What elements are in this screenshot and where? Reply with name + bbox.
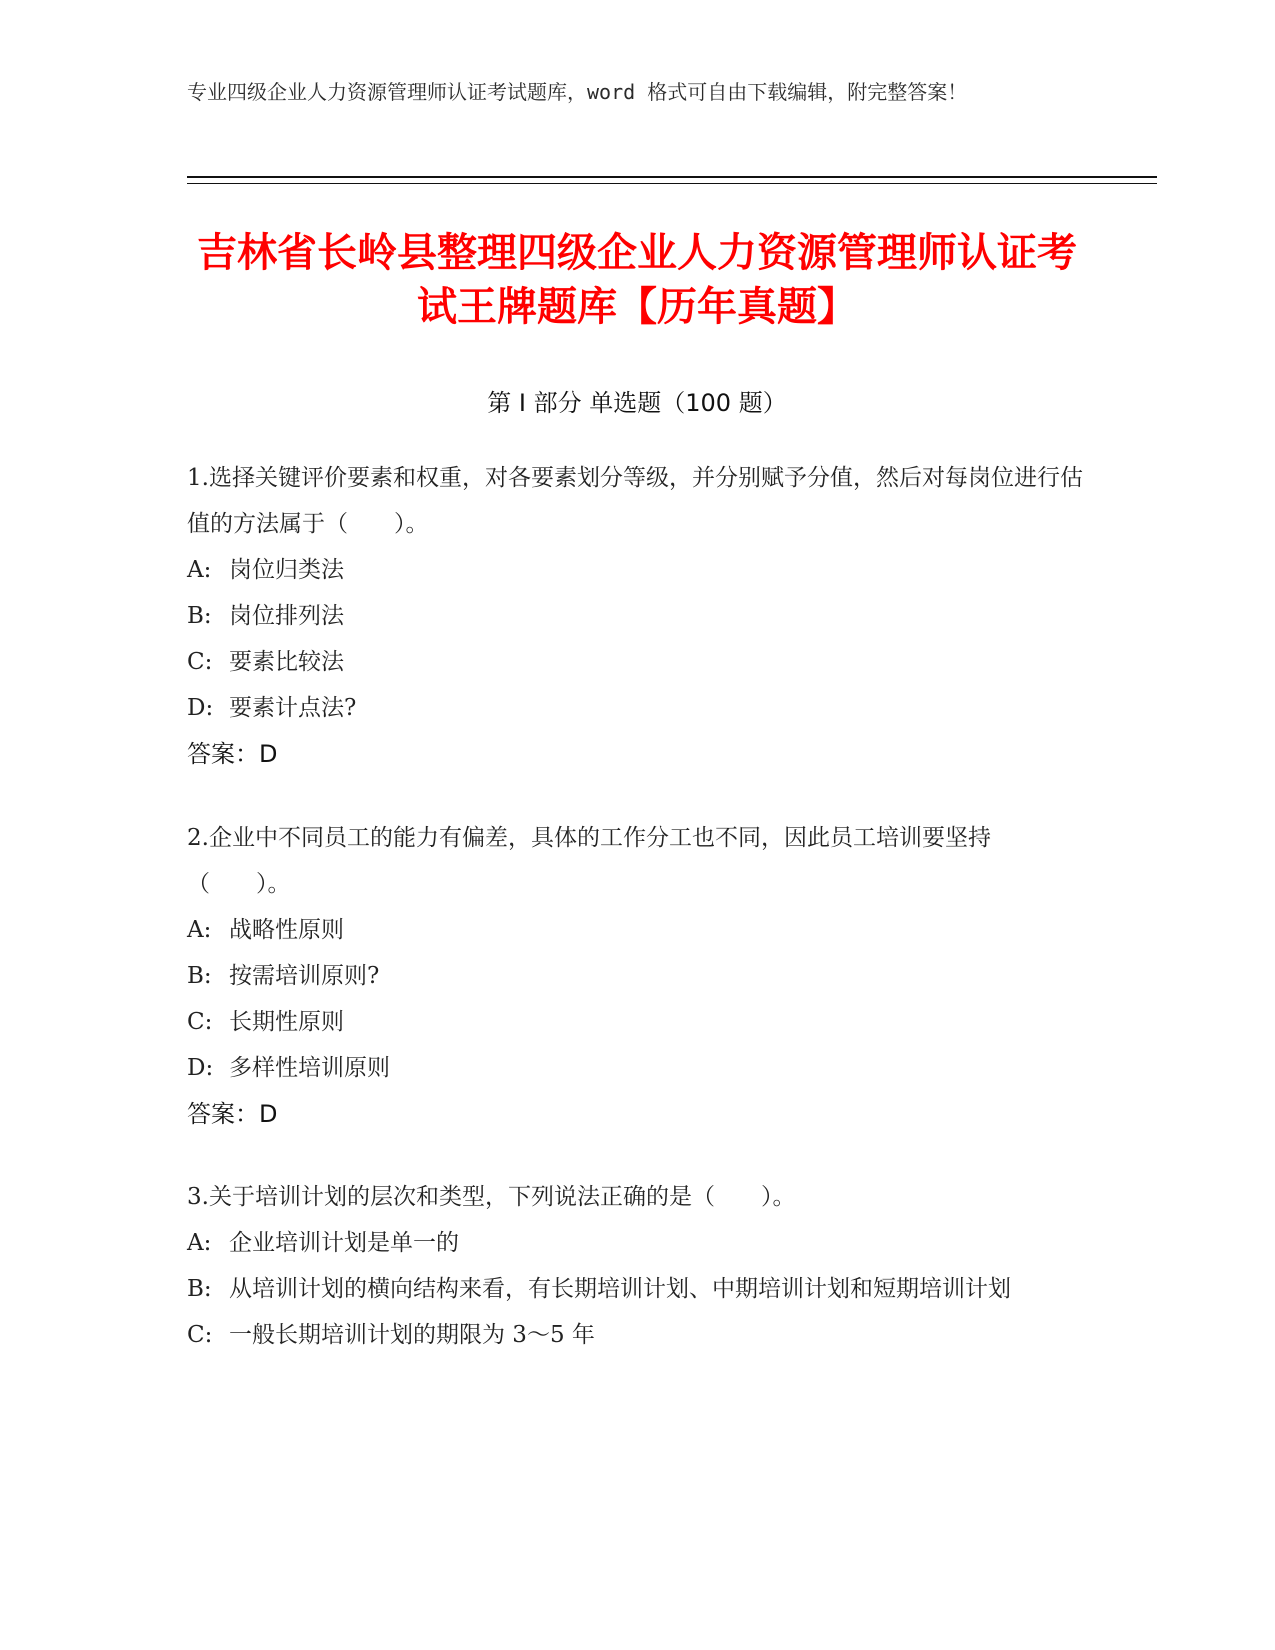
option-letter: A:	[187, 1230, 212, 1256]
header-note: 专业四级企业人力资源管理师认证考试题库，word 格式可自由下载编辑，附完整答案！	[187, 80, 968, 104]
option-letter: A:	[187, 917, 212, 943]
option-text: 长期性原则	[229, 1009, 344, 1035]
option-letter: A:	[187, 557, 212, 583]
option-c	[187, 1312, 1087, 1358]
answer: 答案：D	[187, 740, 278, 768]
option-letter: D:	[187, 695, 214, 721]
option-text: 要素比较法	[229, 649, 344, 675]
option-letter: C:	[187, 1009, 213, 1035]
option-a	[187, 907, 1087, 953]
option-a	[187, 1220, 1087, 1266]
option-letter: B:	[187, 603, 212, 629]
question-stem: 2.企业中不同员工的能力有偏差，具体的工作分工也不同，因此员工培训要坚持（ ）。	[187, 825, 991, 897]
option-text: 从培训计划的横向结构来看，有长期培训计划、中期培训计划和短期培训计划	[229, 1276, 1011, 1302]
option-text: 按需培训原则?	[229, 963, 380, 989]
header-rule-thick	[187, 176, 1157, 178]
option-a	[187, 547, 1087, 593]
option-letter: B:	[187, 1276, 212, 1302]
option-text: 战略性原则	[229, 917, 344, 943]
option-c	[187, 639, 1087, 685]
question-stem: 1.选择关键评价要素和权重，对各要素划分等级，并分别赋予分值，然后对每岗位进行估值的方法属于（ ）。	[187, 465, 1083, 537]
header-rule-thin	[187, 183, 1157, 184]
option-letter: D:	[187, 1055, 214, 1081]
question-1	[187, 455, 1087, 777]
question-stem: 3.关于培训计划的层次和类型，下列说法正确的是（ ）。	[187, 1184, 796, 1210]
section-title: 第 I 部分 单选题（100 题）	[487, 389, 787, 417]
option-text: 岗位归类法	[229, 557, 344, 583]
question-2	[187, 815, 1087, 1137]
option-c	[187, 999, 1087, 1045]
option-text: 一般长期培训计划的期限为 3～5 年	[229, 1322, 595, 1348]
option-letter: C:	[187, 1322, 213, 1348]
option-text: 要素计点法?	[229, 695, 357, 721]
option-letter: C:	[187, 649, 213, 675]
option-text: 多样性培训原则	[229, 1055, 390, 1081]
option-letter: B:	[187, 963, 212, 989]
option-text: 岗位排列法	[229, 603, 344, 629]
option-d	[187, 685, 1087, 731]
option-b	[187, 1266, 1087, 1312]
option-b	[187, 953, 1087, 999]
question-3	[187, 1174, 1087, 1358]
option-b	[187, 593, 1087, 639]
option-d	[187, 1045, 1087, 1091]
answer: 答案：D	[187, 1100, 278, 1128]
option-text: 企业培训计划是单一的	[229, 1230, 459, 1256]
document-title: 吉林省长岭县整理四级企业人力资源管理师认证考试王牌题库【历年真题】	[197, 230, 1077, 330]
